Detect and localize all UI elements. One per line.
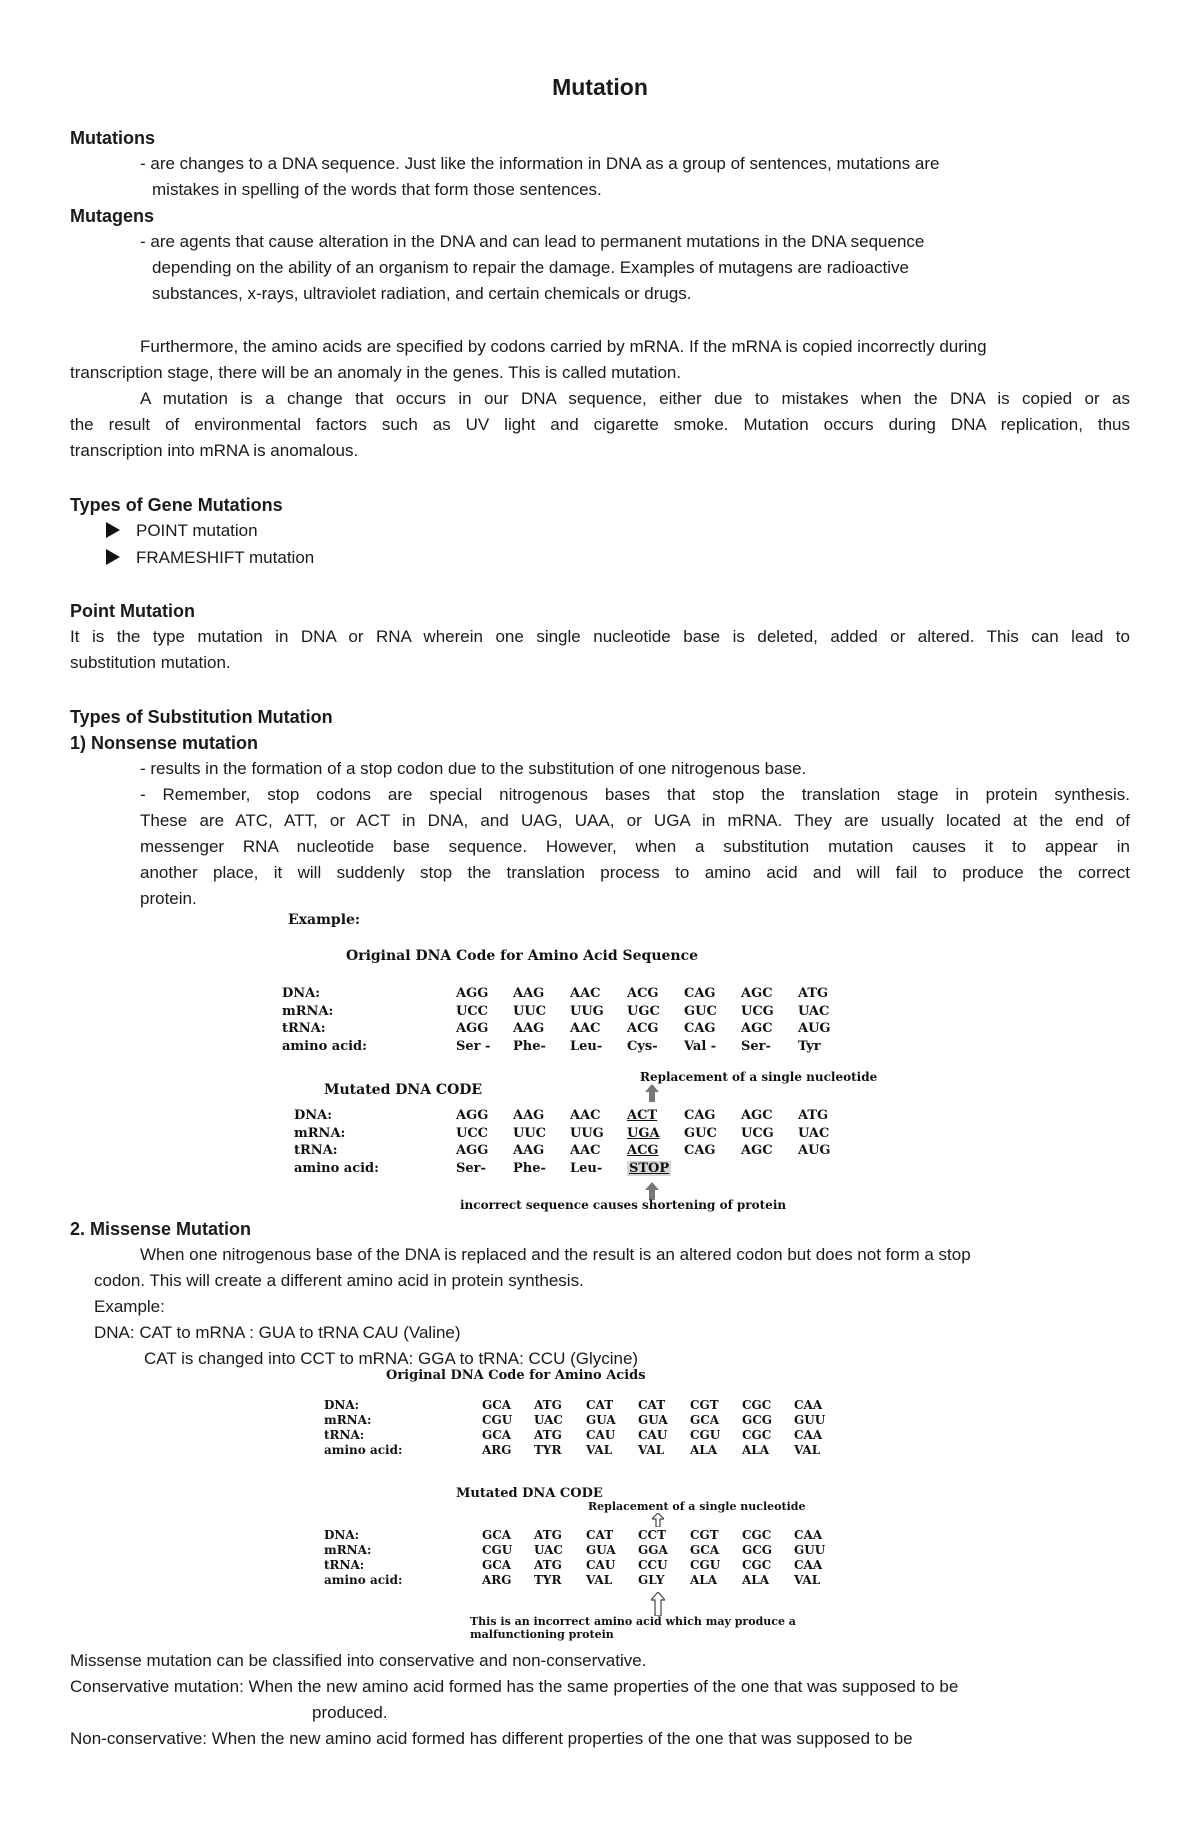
point-heading: Point Mutation xyxy=(70,601,195,621)
mutations-heading: Mutations xyxy=(70,128,155,148)
mutated-code-title: Mutated DNA CODE xyxy=(324,1082,483,1098)
codon-cell: CGC xyxy=(742,1428,772,1442)
types-item-label: POINT mutation xyxy=(136,521,258,540)
types-item-point xyxy=(106,518,258,544)
nonsense-heading: 1) Nonsense mutation xyxy=(70,733,259,753)
codon-cell: GGA xyxy=(638,1543,668,1557)
codon-cell: ACG xyxy=(627,986,659,1001)
codon-cell: AUG xyxy=(798,1143,831,1158)
codon-cell: VAL xyxy=(638,1443,665,1457)
missense-line-1: When one nitrogenous base of the DNA is replaced and the result is an altered codon but does not form a stop xyxy=(140,1245,971,1264)
para-line-3: A mutation is a change that occurs in our DNA sequence, either due to mistakes when the DNA is copied or as xyxy=(140,389,1130,408)
incorrect-amino-note-2: malfunctioning protein xyxy=(470,1628,614,1641)
triangle-bullet-icon xyxy=(106,549,120,565)
codon-cell: UAC xyxy=(798,1125,830,1141)
row-label: amino acid: xyxy=(282,1038,367,1054)
codon-cell: CAA xyxy=(794,1398,823,1412)
codon-cell: Cys- xyxy=(627,1038,658,1054)
substitution-heading: Types of Substitution Mutation xyxy=(70,707,333,727)
codon-cell: ACT xyxy=(627,1108,658,1123)
codon-cell: UAC xyxy=(534,1543,563,1557)
original-sequence-title: Original DNA Code for Amino Acid Sequence xyxy=(346,948,699,964)
up-arrow-icon xyxy=(652,1513,664,1527)
page-title: Mutation xyxy=(552,74,648,100)
nonsense-line-6: protein. xyxy=(140,889,197,908)
codon-cell: GCA xyxy=(482,1558,512,1572)
para-line-2: transcription stage, there will be an anomaly in the genes. This is called mutation. xyxy=(70,363,682,382)
codon-cell: ATG xyxy=(534,1528,562,1542)
codon-cell: CGU xyxy=(482,1543,513,1557)
nonsense-line-5: another place, it will suddenly stop the translation process to amino acid and will fail to produce the correct xyxy=(140,863,1130,882)
codon-cell: CAT xyxy=(586,1398,614,1412)
mutagens-line-2: depending on the ability of an organism to repair the damage. Examples of mutagens are radioactive xyxy=(152,258,909,277)
codon-cell: CAU xyxy=(586,1558,616,1572)
codon-cell: Ser- xyxy=(456,1160,486,1176)
codon-cell: AAC xyxy=(570,1108,601,1123)
missense-line-2: codon. This will create a different amino acid in protein synthesis. xyxy=(94,1271,584,1290)
codon-cell: ATG xyxy=(798,1108,829,1123)
codon-cell: ARG xyxy=(482,1573,512,1587)
codon-cell: Val - xyxy=(684,1038,717,1054)
codon-cell: GCA xyxy=(482,1428,512,1442)
codon-cell: GCA xyxy=(482,1528,512,1542)
mutated-code-title: Mutated DNA CODE xyxy=(456,1486,603,1501)
row-label: DNA: xyxy=(324,1528,360,1542)
para-line-1: Furthermore, the amino acids are specified by codons carried by mRNA. If the mRNA is copied incorrectly during xyxy=(140,337,987,356)
codon-cell: Phe- xyxy=(513,1160,546,1176)
classification-line-2: Conservative mutation: When the new amino acid formed has the same properties of the one that was supposed to be xyxy=(70,1677,959,1696)
classification-line-1: Missense mutation can be classified into conservative and non-conservative. xyxy=(70,1651,647,1670)
codon-cell: ALA xyxy=(690,1443,718,1457)
missense-line-3: Example: xyxy=(94,1297,165,1316)
codon-cell: VAL xyxy=(586,1573,613,1587)
codon-cell: AAG xyxy=(513,1021,545,1036)
codon-cell: Phe- xyxy=(513,1038,546,1054)
missense-heading: 2. Missense Mutation xyxy=(70,1219,252,1239)
missense-example-diagram xyxy=(310,1368,910,1641)
codon-cell: CCT xyxy=(638,1528,667,1542)
row-label: DNA: xyxy=(294,1108,333,1123)
codon-cell: UAC xyxy=(534,1413,563,1427)
codon-cell: CAU xyxy=(638,1428,668,1442)
codon-cell: AAG xyxy=(513,1143,545,1158)
codon-cell: ACG xyxy=(627,1021,659,1036)
row-label: mRNA: xyxy=(324,1543,372,1557)
row-label: amino acid: xyxy=(324,1443,403,1457)
codon-cell: UGA xyxy=(627,1125,660,1141)
codon-cell: UCC xyxy=(456,1003,489,1019)
codon-cell: CGT xyxy=(690,1528,719,1542)
missense-line-4: DNA: CAT to mRNA : GUA to tRNA CAU (Valine) xyxy=(94,1323,461,1342)
codon-cell: GCA xyxy=(482,1398,512,1412)
codon-cell: GCG xyxy=(742,1413,773,1427)
row-label: DNA: xyxy=(324,1398,360,1412)
codon-cell: Leu- xyxy=(570,1038,603,1054)
replacement-note: Replacement of a single nucleotide xyxy=(640,1070,878,1084)
codon-cell: VAL xyxy=(794,1443,821,1457)
point-line-1: It is the type mutation in DNA or RNA wherein one single nucleotide base is deleted, added or altered. This can lead to xyxy=(70,627,1130,646)
codon-cell: STOP xyxy=(629,1160,670,1176)
codon-cell: CGC xyxy=(742,1398,772,1412)
codon-cell: ALA xyxy=(690,1573,718,1587)
codon-cell: AGC xyxy=(741,1108,773,1123)
codon-cell: CAU xyxy=(586,1428,616,1442)
point-line-2: substitution mutation. xyxy=(70,653,231,672)
codon-cell: Tyr xyxy=(798,1038,821,1054)
codon-cell: CAA xyxy=(794,1528,823,1542)
codon-cell: GUU xyxy=(794,1543,826,1557)
mutations-line-2: mistakes in spelling of the words that form those sentences. xyxy=(152,180,602,199)
codon-cell: CGC xyxy=(742,1558,772,1572)
codon-cell: ALA xyxy=(742,1573,770,1587)
incorrect-amino-note-1: This is an incorrect amino acid which may produce a xyxy=(470,1615,796,1628)
codon-cell: GCG xyxy=(742,1543,773,1557)
codon-cell: GUC xyxy=(684,1003,717,1019)
codon-cell: AGG xyxy=(456,1108,489,1123)
codon-cell: Leu- xyxy=(570,1160,603,1176)
codon-cell: UCG xyxy=(741,1125,774,1141)
codon-cell: AGC xyxy=(741,1143,773,1158)
replacement-note: Replacement of a single nucleotide xyxy=(588,1500,806,1513)
codon-cell: AAC xyxy=(570,1021,601,1036)
codon-cell: GCA xyxy=(690,1413,720,1427)
codon-cell: AAC xyxy=(570,1143,601,1158)
classification-line-3: produced. xyxy=(312,1703,388,1722)
codon-cell: TYR xyxy=(534,1573,562,1587)
row-label: tRNA: xyxy=(294,1143,338,1158)
triangle-bullet-icon xyxy=(106,522,120,538)
codon-cell: UCC xyxy=(456,1125,489,1141)
codon-cell: GCA xyxy=(690,1543,720,1557)
codon-cell: UCG xyxy=(741,1003,774,1019)
row-label: tRNA: xyxy=(324,1428,365,1442)
codon-cell: CAG xyxy=(684,1108,716,1123)
codon-cell: CAT xyxy=(586,1528,614,1542)
example-label: Example: xyxy=(288,912,361,928)
types-item-frameshift xyxy=(106,545,314,571)
shortening-note: incorrect sequence causes shortening of protein xyxy=(460,1198,787,1212)
para-line-5: transcription into mRNA is anomalous. xyxy=(70,441,359,460)
codon-cell: GLY xyxy=(638,1573,665,1587)
row-label: tRNA: xyxy=(282,1021,326,1036)
row-label: mRNA: xyxy=(324,1413,372,1427)
codon-cell: ATG xyxy=(534,1398,562,1412)
codon-cell: CAA xyxy=(794,1558,823,1572)
codon-cell: TYR xyxy=(534,1443,562,1457)
codon-cell: Ser - xyxy=(456,1038,491,1054)
up-arrow-icon xyxy=(645,1084,659,1102)
codon-cell: AGG xyxy=(456,1143,489,1158)
para-line-4: the result of environmental factors such as UV light and cigarette smoke. Mutation occurs during DNA replication, thus xyxy=(70,415,1130,434)
codon-cell: AGG xyxy=(456,986,489,1001)
nonsense-line-4: messenger RNA nucleotide base sequence. However, when a substitution mutation causes it to appear in xyxy=(140,837,1130,856)
codon-cell: CAG xyxy=(684,1021,716,1036)
mutagens-heading: Mutagens xyxy=(70,206,155,226)
codon-cell: ACG xyxy=(627,1143,659,1158)
codon-cell: AAG xyxy=(513,986,545,1001)
codon-cell: GUA xyxy=(586,1543,616,1557)
codon-cell: CAA xyxy=(794,1428,823,1442)
codon-cell: ARG xyxy=(482,1443,512,1457)
codon-cell: UUC xyxy=(513,1003,547,1019)
codon-cell: UAC xyxy=(798,1003,830,1019)
codon-cell: CAG xyxy=(684,986,716,1001)
types-heading: Types of Gene Mutations xyxy=(70,495,283,515)
codon-cell: CGU xyxy=(690,1558,721,1572)
codon-cell: CAG xyxy=(684,1143,716,1158)
codon-cell: VAL xyxy=(586,1443,613,1457)
nonsense-line-3: These are ATC, ATT, or ACT in DNA, and UAG, UAA, or UGA in mRNA. They are usually located at the end of xyxy=(140,811,1130,830)
codon-cell: CGU xyxy=(690,1428,721,1442)
codon-cell: GUA xyxy=(638,1413,668,1427)
row-label: tRNA: xyxy=(324,1558,365,1572)
codon-cell: ATG xyxy=(534,1558,562,1572)
codon-cell: AAC xyxy=(570,986,601,1001)
missense-line-5: CAT is changed into CCT to mRNA: GGA to tRNA: CCU (Glycine) xyxy=(144,1349,639,1368)
codon-cell: UUG xyxy=(570,1125,604,1141)
mutagens-line-1: - are agents that cause alteration in the DNA and can lead to permanent mutations in the DNA sequence xyxy=(140,232,925,251)
types-item-label: FRAMESHIFT mutation xyxy=(136,548,315,567)
codon-cell: AGC xyxy=(741,1021,773,1036)
codon-cell: AAG xyxy=(513,1108,545,1123)
row-label: amino acid: xyxy=(294,1160,379,1176)
codon-cell: AGC xyxy=(741,986,773,1001)
nonsense-example-diagram xyxy=(280,912,930,1212)
codon-cell: VAL xyxy=(794,1573,821,1587)
row-label: mRNA: xyxy=(294,1125,346,1141)
codon-cell: ATG xyxy=(534,1428,562,1442)
codon-cell: CAT xyxy=(638,1398,666,1412)
classification-line-4: Non-conservative: When the new amino acid formed has different properties of the one that was supposed to be xyxy=(70,1729,913,1748)
codon-cell: GUC xyxy=(684,1125,717,1141)
original-amino-title: Original DNA Code for Amino Acids xyxy=(386,1368,646,1383)
mutagens-line-3: substances, x-rays, ultraviolet radiation, and certain chemicals or drugs. xyxy=(152,284,692,303)
codon-cell: CCU xyxy=(638,1558,668,1572)
codon-cell: UUG xyxy=(570,1003,604,1019)
codon-cell: AGG xyxy=(456,1021,489,1036)
codon-cell: Ser- xyxy=(741,1038,771,1054)
codon-cell: AUG xyxy=(798,1021,831,1036)
row-label: mRNA: xyxy=(282,1003,334,1019)
row-label: amino acid: xyxy=(324,1573,403,1587)
mutations-line-1: - are changes to a DNA sequence. Just like the information in DNA as a group of sentences, mutations are xyxy=(140,154,940,173)
row-label: DNA: xyxy=(282,986,321,1001)
codon-cell: GUU xyxy=(794,1413,826,1427)
codon-cell: ALA xyxy=(742,1443,770,1457)
codon-cell: ATG xyxy=(798,986,829,1001)
nonsense-line-1: - results in the formation of a stop codon due to the substitution of one nitrogenous base. xyxy=(140,759,807,778)
codon-cell: CGC xyxy=(742,1528,772,1542)
up-arrow-icon xyxy=(651,1592,665,1616)
nonsense-line-2: - Remember, stop codons are special nitrogenous bases that stop the translation stage in protein synthesis. xyxy=(140,785,1130,804)
codon-cell: GUA xyxy=(586,1413,616,1427)
codon-cell: CGT xyxy=(690,1398,719,1412)
codon-cell: UUC xyxy=(513,1125,547,1141)
codon-cell: CGU xyxy=(482,1413,513,1427)
codon-cell: UGC xyxy=(627,1003,660,1019)
